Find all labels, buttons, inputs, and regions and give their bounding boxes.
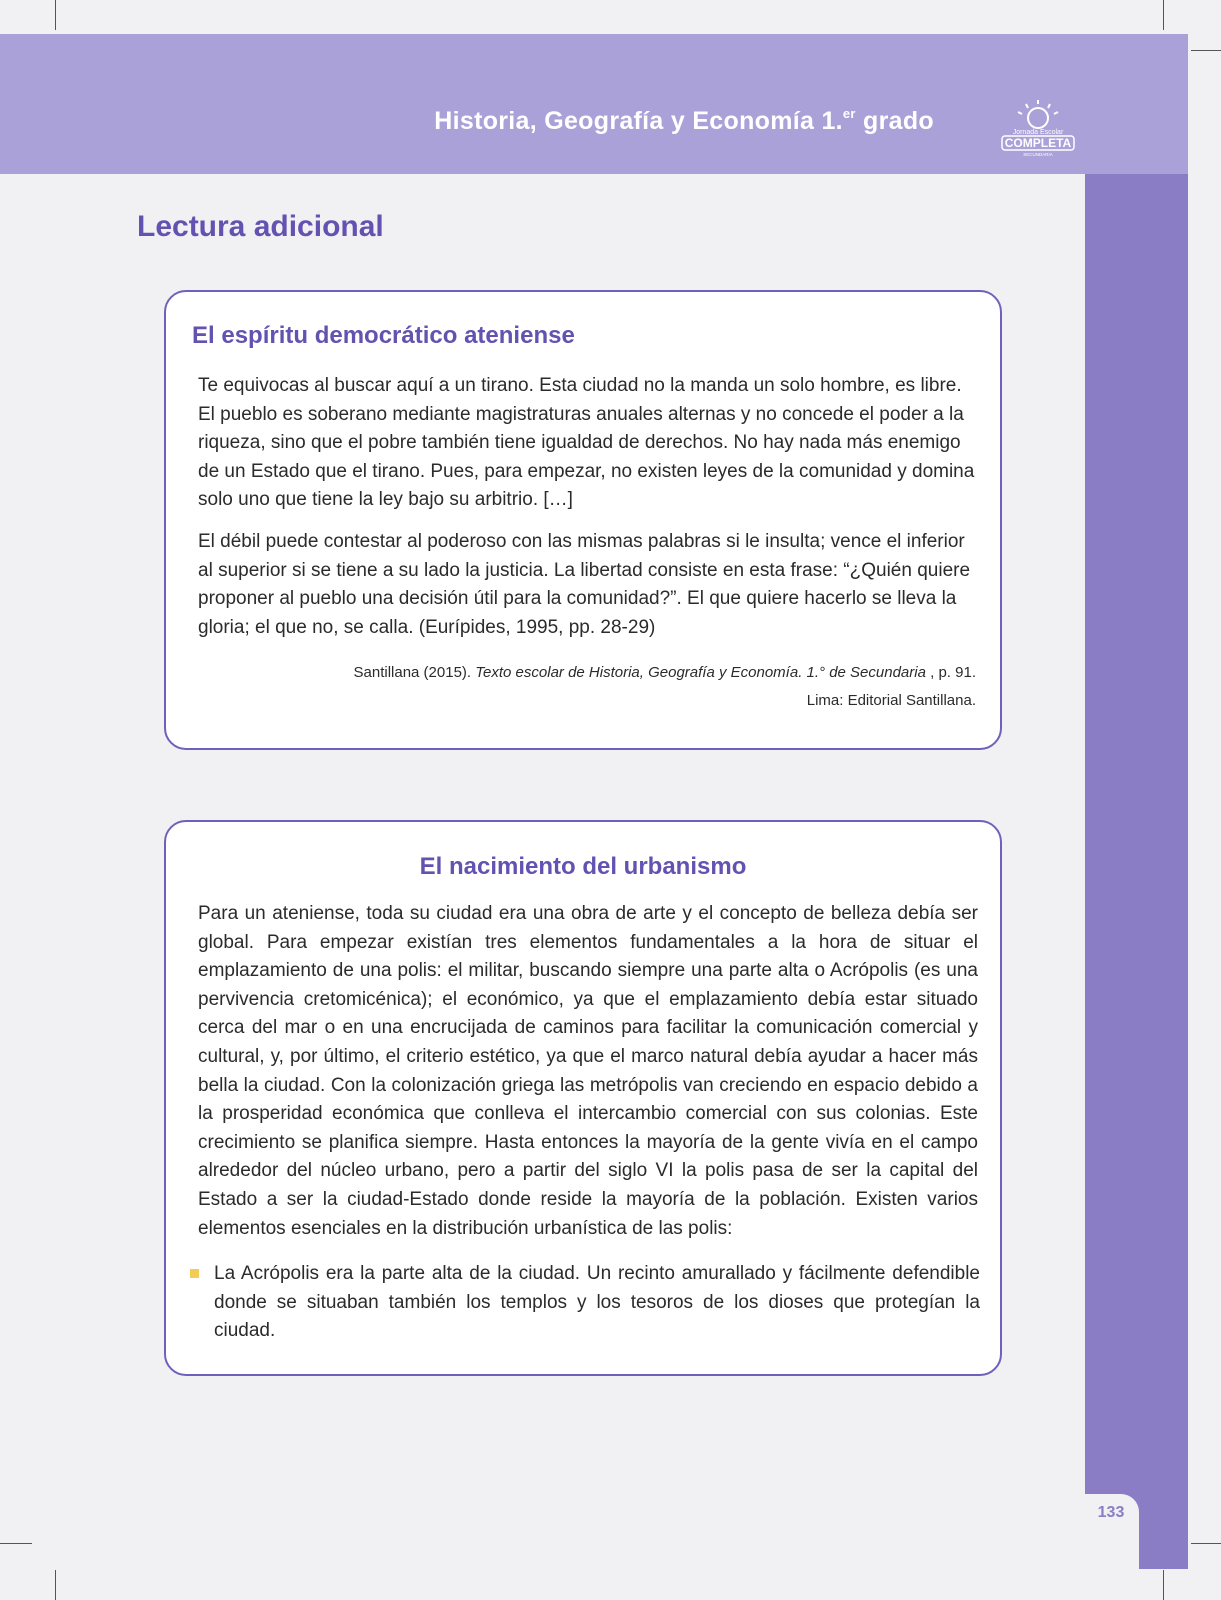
jornada-escolar-completa-logo [996,96,1080,158]
reading-title: El espíritu democrático ateniense [192,322,575,349]
svg-text:Jornada Escolar: Jornada Escolar [1012,129,1064,136]
bullet-square-icon [190,1269,199,1278]
source-author: Santillana (2015). [353,664,476,681]
crop-mark-bottom-right-h [1191,1543,1221,1544]
header-title [434,106,934,136]
reading-paragraph: Para un ateniense, toda su ciudad era una obra de arte y el concepto de belleza debía ser global. Para empezar existían tres elementos fundamentales a la hora de situar el emplazamiento de una polis: el militar, buscando siempre una parte alta o Acrópolis (es una pervivencia cretomicénica); el económico, ya que el emplazamiento debía estar situado cerca del mar o en una encrucijada de caminos para facilitar la comunicación comercial y cultural, y, por último, el criterio estético, ya que el marco natural debía ayudar a hacer más bella la ciudad. Con la colonización griega las metrópolis van creciendo en espacio debido a la prosperidad económica que conlleva el intercambio comercial con sus colonias. Este crecimiento se planifica siempre. Hasta entonces la mayoría de la gente vivía en el campo alrededor del núcleo urbano, pero a partir del siglo VI la polis pasa de ser la capital del Estado a ser la ciudad-Estado donde reside la mayoría de la población. Existen varios elementos esenciales en la distribución urbanística de las polis: [198,903,978,1239]
reading-box-democratic-spirit [164,290,1002,750]
crop-mark-top-left-v [55,0,56,30]
svg-text:SECUNDARIA: SECUNDARIA [1023,152,1053,157]
source-publisher: Lima: Editorial Santillana. [806,692,976,709]
header-title-main: Historia, Geografía y Economía 1. [434,107,843,135]
crop-mark-bottom-right-v [1163,1570,1164,1600]
crop-mark-bottom-left-h [0,1543,32,1544]
crop-mark-bottom-left-v [55,1570,56,1600]
section-title: Lectura adicional [137,210,384,243]
crop-mark-top-right-h [1191,50,1221,51]
svg-text:COMPLETA: COMPLETA [1004,136,1072,150]
source-citation [216,659,976,715]
header-title-superscript: er [842,106,856,121]
source-title: Texto escolar de Historia, Geografía y Economía. 1.° de Secundaria [475,664,926,681]
reading-box-urbanism [164,820,1002,1376]
sidebar-band [1085,174,1188,1569]
bullet-text: La Acrópolis era la parte alta de la ciudad. Un recinto amurallado y fácilmente defendible donde se situaban también los templos y los tesoros de los dioses que protegían la ciudad. [214,1263,980,1342]
source-page: , p. 91. [925,664,976,681]
reading-paragraph: Te equivocas al buscar aquí a un tirano. Esta ciudad no la manda un solo hombre, es libre. El pueblo es soberano mediante magistraturas anuales alternas y no concede el poder a la riqueza, sino que el pobre también tiene igualdad de derechos. No hay nada más enemigo de un Estado que el tirano. Pues, para empezar, no existen leyes de la comunidad y domina solo uno que tiene la ley bajo su arbitrio. […] [198,375,975,511]
header-title-end: grado [855,107,934,135]
page-number: 133 [1097,1504,1125,1521]
crop-mark-top-right-v [1163,0,1164,30]
reading-title: El nacimiento del urbanismo [419,853,747,880]
page-header [0,34,1188,174]
reading-paragraph: El débil puede contestar al poderoso con las mismas palabras si le insulta; vence el inferior al superior si se tiene a su lado la justicia. La libertad consiste en esta frase: “¿Quién quiere proponer al pueblo una decisión útil para la comunidad?”. El que quiere hacerlo se lleva la gloria; el que no, se calla. (Eurípides, 1995, pp. 28-29) [198,531,971,638]
